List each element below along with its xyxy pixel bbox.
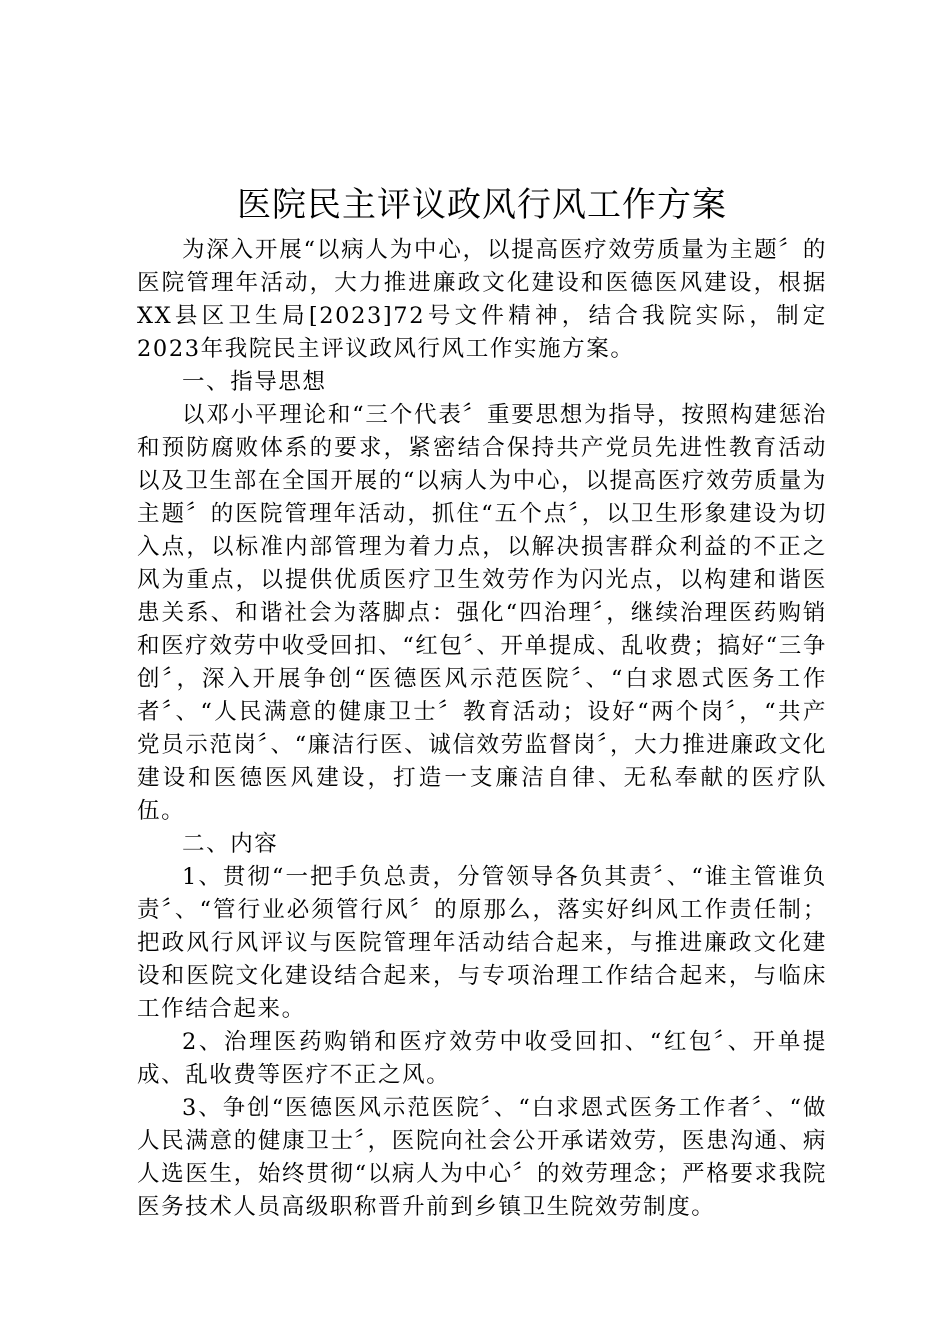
document-title: 医院民主评议政风行风工作方案: [237, 185, 727, 225]
section-heading-content: 二、内容: [182, 831, 279, 857]
content-item-1: 1、贯彻“一把手负总责，分管领导各负其责〞、“谁主管谁负责〞、“管行业必须管行风〞的原那么，落实好纠风工作责任制；把政风行风评议与医院管理年活动结合起来，与推进廉政文化建设和医院文化建设结合起来，与专项治理工作结合起来，与临床工作结合起来。: [137, 864, 827, 1022]
content-item-3: 3、争创“医德医风示范医院〞、“白求恩式医务工作者〞、“做人民满意的健康卫士〞，医院向社会公开承诺效劳，医患沟通、病人选医生，始终贯彻“以病人为中心〞的效劳理念；严格要求我院医务技术人员高级职称晋升前到乡镇卫生院效劳制度。: [137, 1095, 827, 1220]
document-page: [137, 182, 827, 1224]
content-item-2: 2、治理医药购销和医疗效劳中收受回扣、“红包〞、开单提成、乱收费等医疗不正之风。: [137, 1029, 827, 1088]
intro-paragraph: 为深入开展“以病人为中心，以提高医疗效劳质量为主题〞的医院管理年活动，大力推进廉政文化建设和医德医风建设，根据XX县区卫生局[2023]72号文件精神，结合我院实际，制定2023年我院民主评议政风行风工作实施方案。: [137, 237, 827, 362]
guiding-ideology-paragraph: 以邓小平理论和“三个代表〞重要思想为指导，按照构建惩治和预防腐败体系的要求，紧密结合保持共产党员先进性教育活动以及卫生部在全国开展的“以病人为中心，以提高医疗效劳质量为主题〞的医院管理年活动，抓住“五个点〞，以卫生形象建设为切入点，以标准内部管理为着力点，以解决损害群众利益的不正之风为重点，以提供优质医疗卫生效劳作为闪光点，以构建和谐医患关系、和谐社会为落脚点：强化“四治理〞，继续治理医药购销和医疗效劳中收受回扣、“红包〞、开单提成、乱收费；搞好“三争创〞，深入开展争创“医德医风示范医院〞、“白求恩式医务工作者〞、“人民满意的健康卫士〞教育活动；设好“两个岗〞，“共产党员示范岗〞、“廉洁行医、诚信效劳监督岗〞，大力推进廉政文化建设和医德医风建设，打造一支廉洁自律、无私奉献的医疗队伍。: [137, 402, 827, 824]
section-heading-guiding-ideology: 一、指导思想: [182, 369, 327, 395]
